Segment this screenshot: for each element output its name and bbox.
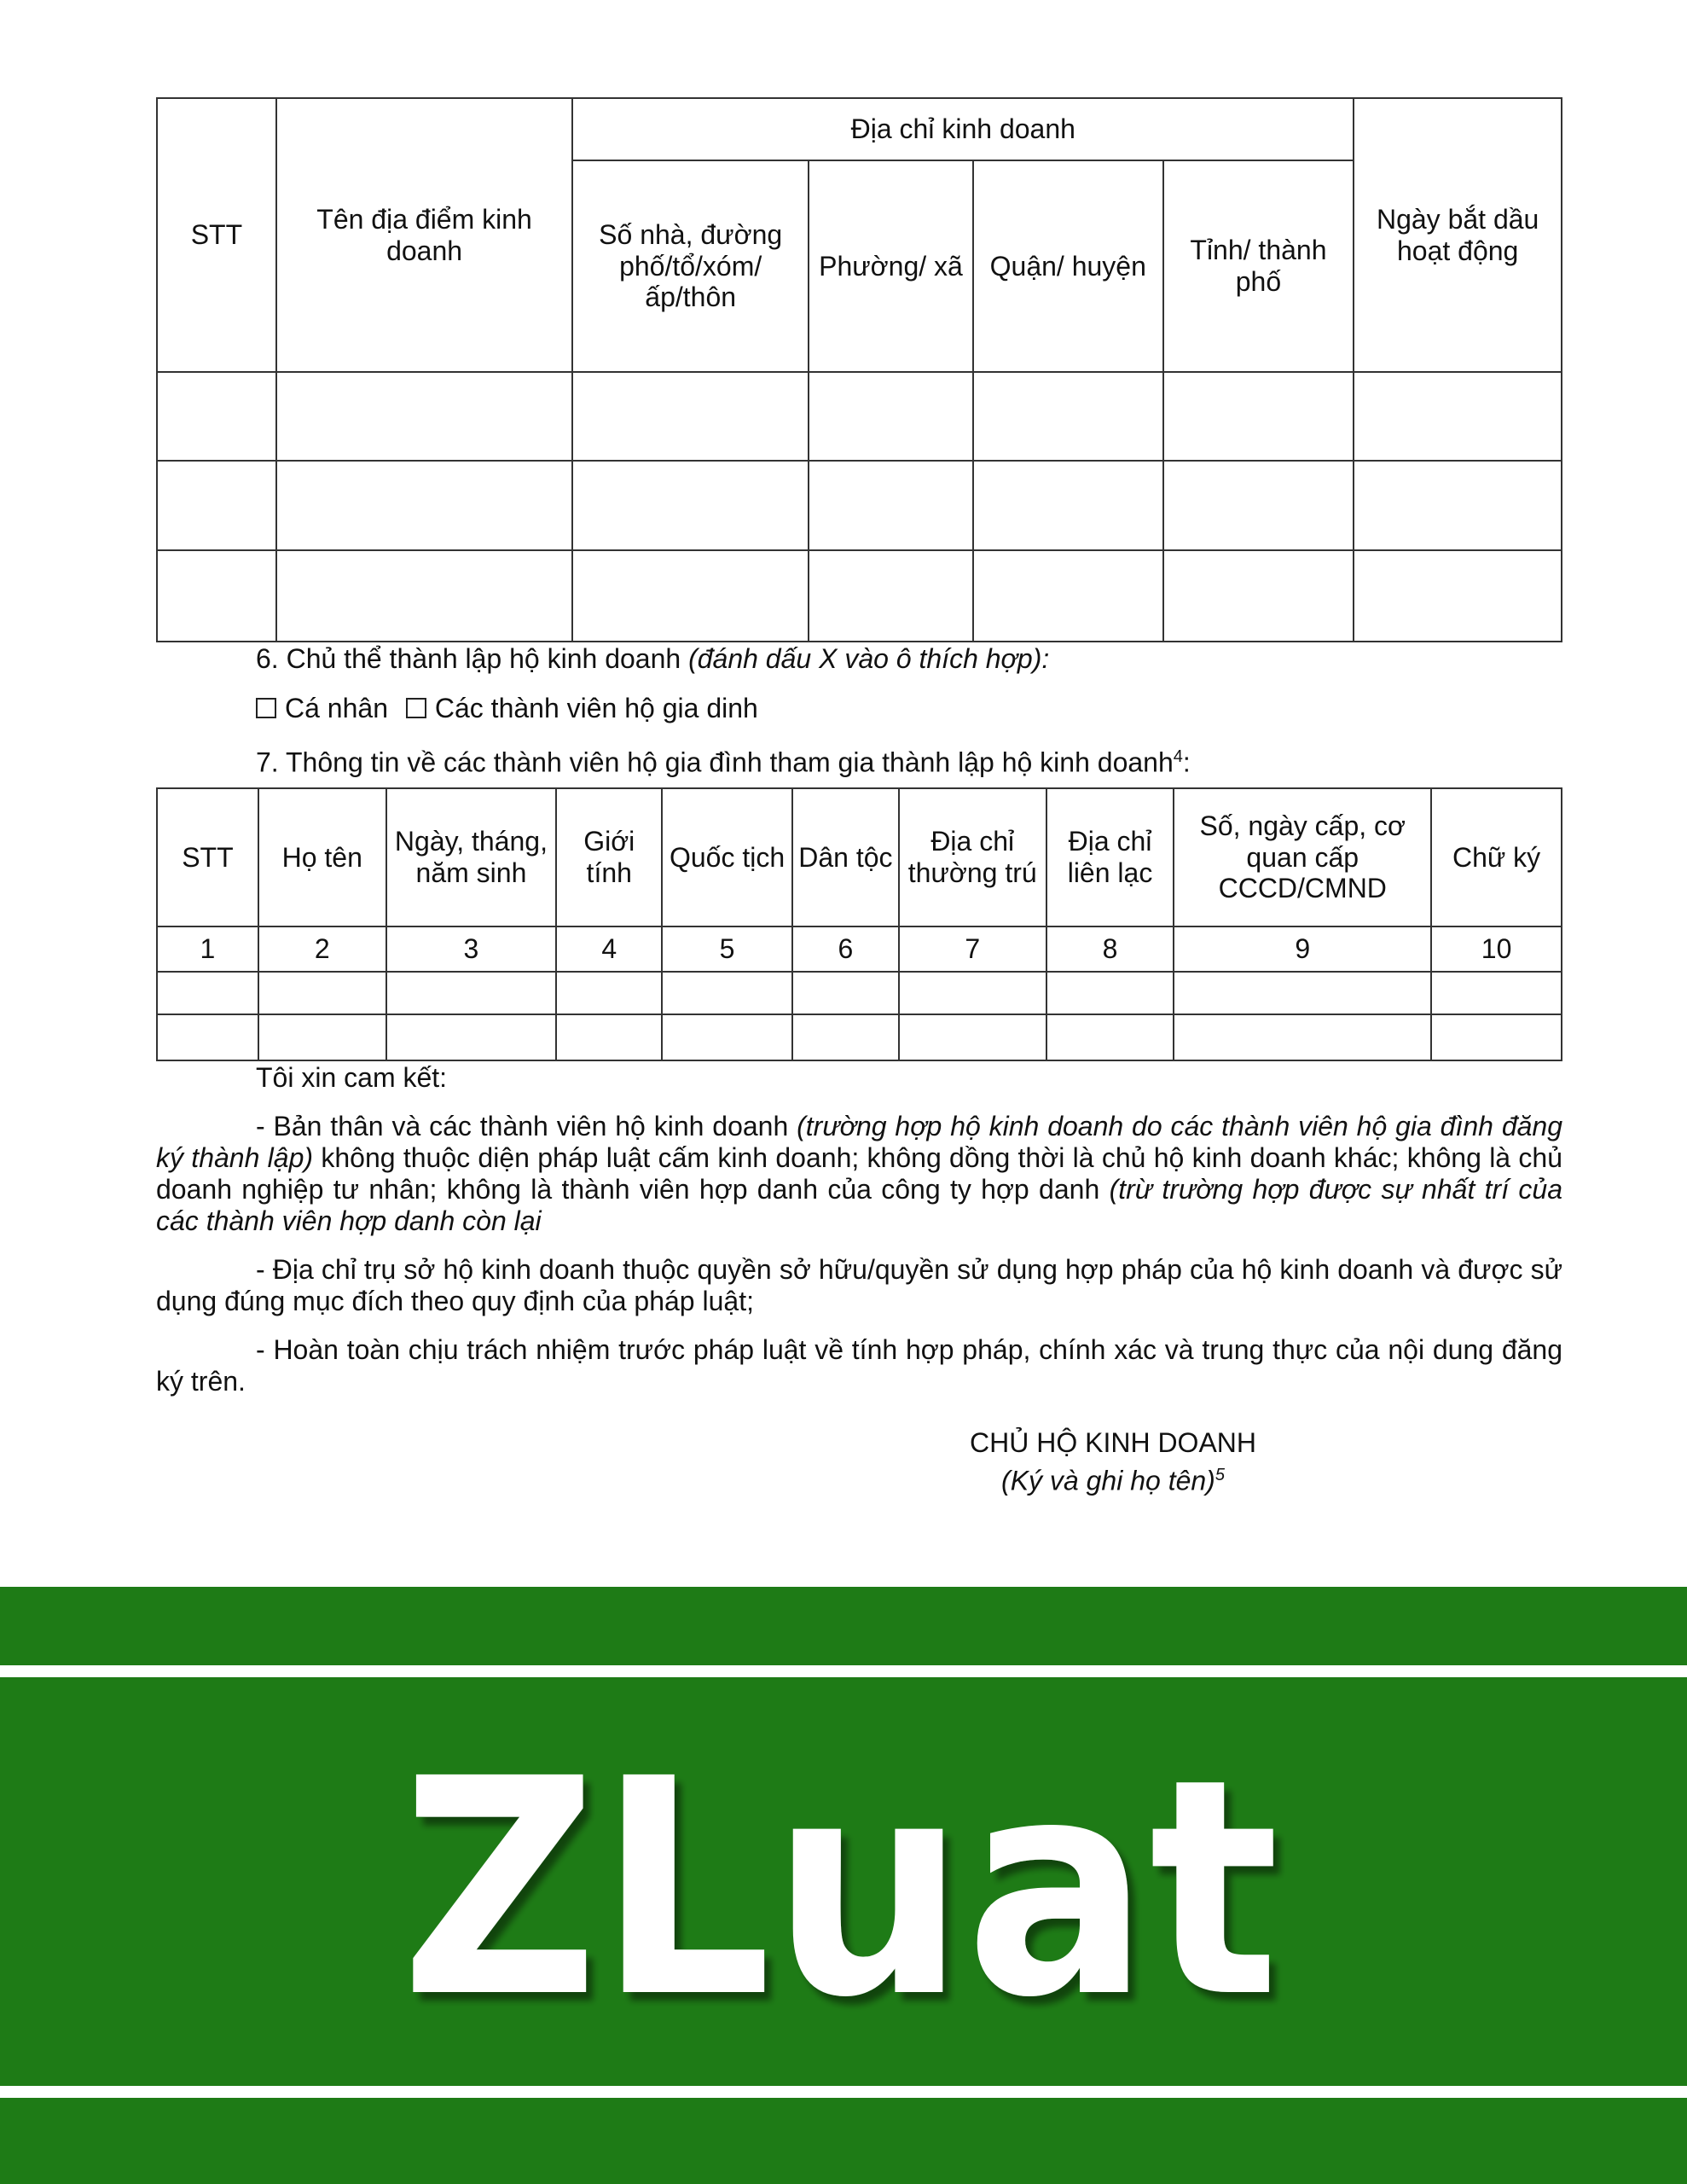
col-location-name: Tên địa điểm kinh doanh bbox=[276, 98, 572, 372]
household-label: Các thành viên hộ gia dinh bbox=[434, 693, 758, 723]
table-cell[interactable] bbox=[386, 972, 557, 1014]
zluat-logo bbox=[0, 1587, 1687, 2184]
col-start-date: Ngày bắt dầu hoạt động bbox=[1354, 98, 1562, 372]
table-row bbox=[157, 372, 1562, 461]
col-header: Địa chỉ thường trú bbox=[899, 788, 1046, 926]
table-row bbox=[157, 1014, 1562, 1060]
col-street: Số nhà, đường phố/tổ/xóm/ ấp/thôn bbox=[572, 160, 809, 372]
column-number: 5 bbox=[662, 926, 792, 972]
col-header: Số, ngày cấp, cơ quan cấp CCCD/CMND bbox=[1174, 788, 1431, 926]
table-cell[interactable] bbox=[1163, 550, 1354, 642]
table-cell[interactable] bbox=[276, 550, 572, 642]
column-number: 3 bbox=[386, 926, 557, 972]
table-cell[interactable] bbox=[1163, 372, 1354, 461]
column-number: 6 bbox=[792, 926, 899, 972]
table-cell[interactable] bbox=[662, 972, 792, 1014]
col-header: STT bbox=[157, 788, 258, 926]
table-cell[interactable] bbox=[572, 461, 809, 550]
household-members-table bbox=[156, 787, 1562, 1061]
table-cell[interactable] bbox=[556, 972, 662, 1014]
table-cell[interactable] bbox=[792, 1014, 899, 1060]
table-cell[interactable] bbox=[1046, 1014, 1174, 1060]
col-header: Chữ ký bbox=[1431, 788, 1562, 926]
table-cell[interactable] bbox=[157, 372, 276, 461]
commitment-intro: Tôi xin cam kết: bbox=[256, 1062, 448, 1093]
col-business-address-group: Địa chỉ kinh doanh bbox=[572, 98, 1354, 160]
table-cell[interactable] bbox=[1174, 972, 1431, 1014]
col-header: Dân tộc bbox=[792, 788, 899, 926]
table-cell[interactable] bbox=[258, 972, 386, 1014]
table-cell[interactable] bbox=[556, 1014, 662, 1060]
column-number: 7 bbox=[899, 926, 1046, 972]
col-header: Giới tính bbox=[556, 788, 662, 926]
table-cell[interactable] bbox=[662, 1014, 792, 1060]
table-cell[interactable] bbox=[157, 550, 276, 642]
column-number: 10 bbox=[1431, 926, 1562, 972]
signature-note: (Ký và ghi họ tên)$^5$ bbox=[1001, 1465, 1225, 1496]
household-checkbox[interactable] bbox=[406, 698, 426, 718]
table-cell[interactable] bbox=[1431, 1014, 1562, 1060]
table-cell[interactable] bbox=[973, 372, 1163, 461]
column-number: 2 bbox=[258, 926, 386, 972]
col-header: Quốc tịch bbox=[662, 788, 792, 926]
table-cell[interactable] bbox=[792, 972, 899, 1014]
col-stt: STT bbox=[157, 98, 276, 372]
table-row bbox=[157, 461, 1562, 550]
table-cell[interactable] bbox=[157, 1014, 258, 1060]
table-cell[interactable] bbox=[973, 550, 1163, 642]
col-header: Họ tên bbox=[258, 788, 386, 926]
logo-banner bbox=[0, 1587, 1687, 2184]
table-cell[interactable] bbox=[809, 372, 973, 461]
column-number: 9 bbox=[1174, 926, 1431, 972]
col-province: Tỉnh/ thành phố bbox=[1163, 160, 1354, 372]
individual-label: Cá nhân bbox=[285, 693, 388, 723]
commitment-paragraph-2: - Địa chỉ trụ sở hộ kinh doanh thuộc quyền sở hữu/quyền sử dụng hợp pháp của hộ kinh doanh và được sử dụng đúng mục đích theo quy định của pháp luật; bbox=[156, 1254, 1562, 1316]
table-cell[interactable] bbox=[899, 1014, 1046, 1060]
signature-title: CHỦ HỘ KINH DOANH bbox=[969, 1427, 1256, 1458]
table-cell[interactable] bbox=[572, 550, 809, 642]
column-number: 8 bbox=[1046, 926, 1174, 972]
founder-options bbox=[156, 693, 1562, 724]
logo-text: ZLuat bbox=[401, 1715, 1279, 2063]
table-row bbox=[157, 972, 1562, 1014]
table-cell[interactable] bbox=[1431, 972, 1562, 1014]
individual-checkbox[interactable] bbox=[256, 698, 276, 718]
table-cell[interactable] bbox=[258, 1014, 386, 1060]
section-7-heading: 7. Thông tin về các thành viên hộ gia đình tham gia thành lập hộ kinh doanh$^4$: bbox=[256, 746, 1191, 778]
table-cell[interactable] bbox=[1174, 1014, 1431, 1060]
col-header: Địa chỉ liên lạc bbox=[1046, 788, 1174, 926]
col-ward: Phường/ xã bbox=[809, 160, 973, 372]
column-number-row bbox=[157, 926, 1562, 972]
table-cell[interactable] bbox=[809, 550, 973, 642]
col-district: Quận/ huyện bbox=[973, 160, 1163, 372]
table-cell[interactable] bbox=[572, 372, 809, 461]
business-location-table bbox=[156, 97, 1562, 642]
table-cell[interactable] bbox=[157, 972, 258, 1014]
table-cell[interactable] bbox=[276, 372, 572, 461]
table-cell[interactable] bbox=[1163, 461, 1354, 550]
table-cell[interactable] bbox=[1354, 550, 1562, 642]
table-cell[interactable] bbox=[1354, 461, 1562, 550]
signature-block bbox=[853, 1426, 1373, 1497]
section-6-heading: 6. Chủ thể thành lập hộ kinh doanh (đánh dấu X vào ô thích hợp): bbox=[256, 643, 1050, 674]
table-cell[interactable] bbox=[276, 461, 572, 550]
table-cell[interactable] bbox=[809, 461, 973, 550]
table-cell[interactable] bbox=[973, 461, 1163, 550]
table-row bbox=[157, 550, 1562, 642]
table-cell[interactable] bbox=[1046, 972, 1174, 1014]
table-cell[interactable] bbox=[899, 972, 1046, 1014]
table-cell[interactable] bbox=[157, 461, 276, 550]
commitment-paragraph-1: - Bản thân và các thành viên hộ kinh doanh (trường hợp hộ kinh doanh do các thành viên hộ gia đình đăng ký thành lập) không thuộc diện pháp luật cấm kinh doanh; không dồng thời là chủ hộ kinh doanh khác; không là chủ doanh nghiệp tư nhân; không là thành viên hợp danh của công ty hợp danh (trừ trường hợp được sự nhất trí của các thành viên hợp danh còn lại bbox=[156, 1111, 1563, 1236]
table-cell[interactable] bbox=[386, 1014, 557, 1060]
column-number: 4 bbox=[556, 926, 662, 972]
commitment-paragraph-3: - Hoàn toàn chịu trách nhiệm trước pháp luật về tính hợp pháp, chính xác và trung thực của nội dung đăng ký trên. bbox=[156, 1334, 1562, 1397]
col-header: Ngày, tháng, năm sinh bbox=[386, 788, 557, 926]
column-number: 1 bbox=[157, 926, 258, 972]
table-cell[interactable] bbox=[1354, 372, 1562, 461]
header-row bbox=[157, 788, 1562, 926]
